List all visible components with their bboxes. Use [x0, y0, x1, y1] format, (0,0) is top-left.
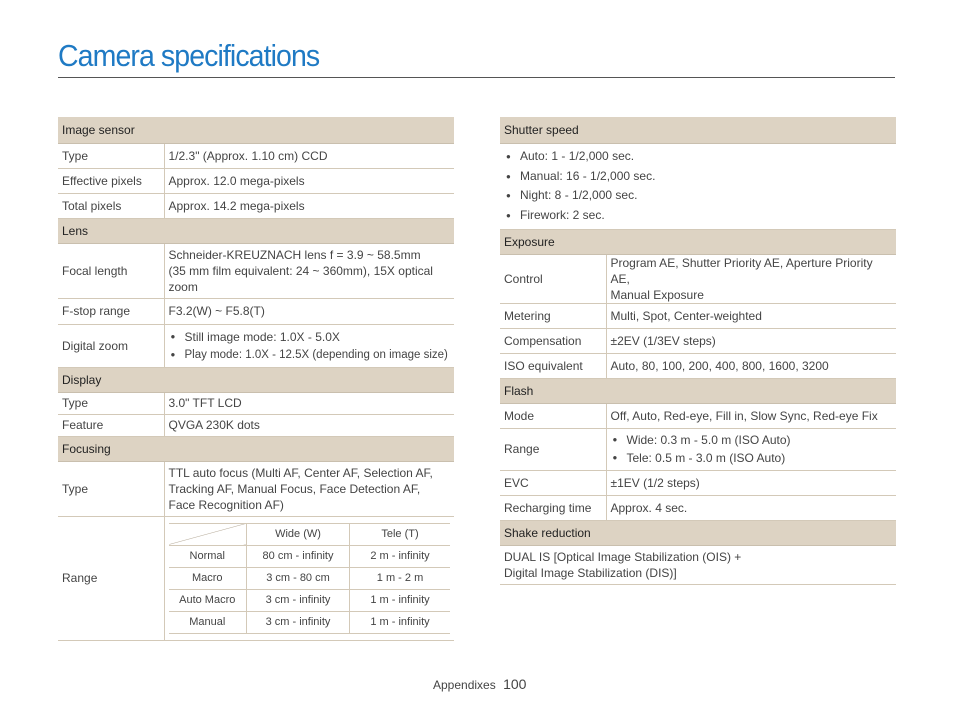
section-heading: Shutter speed	[500, 117, 896, 143]
spec-value: 1/2.3" (Approx. 1.10 cm) CCD	[164, 143, 454, 168]
section-flash	[500, 378, 896, 403]
spec-label: Type	[58, 392, 164, 414]
spec-label: Range	[500, 428, 606, 470]
bullet-item: ● Tele: 0.5 m - 3.0 m (ISO Auto)	[611, 449, 893, 467]
range-corner-cell	[169, 523, 247, 545]
page-number: 100	[503, 676, 527, 692]
range-tele: 1 m - infinity	[350, 611, 451, 633]
spec-value-line: DUAL IS [Optical Image Stabilization (OIS) +	[504, 549, 742, 564]
spec-row	[58, 168, 454, 193]
spec-value: 3.0" TFT LCD	[164, 392, 454, 414]
range-tele: 2 m - infinity	[350, 545, 451, 567]
range-wide: 3 cm - infinity	[247, 589, 350, 611]
spec-label: Effective pixels	[58, 168, 164, 193]
spec-label: Focal length	[58, 243, 164, 298]
section-heading: Lens	[58, 218, 454, 243]
spec-label: EVC	[500, 470, 606, 495]
range-header: Tele (T)	[350, 523, 451, 545]
spec-row	[58, 324, 454, 367]
spec-value: ±1EV (1/2 steps)	[606, 470, 896, 495]
range-wide: 80 cm - infinity	[247, 545, 350, 567]
spec-row	[500, 403, 896, 428]
spec-row	[58, 243, 454, 298]
spec-value-line: Manual Exposure	[610, 287, 704, 302]
range-row	[169, 545, 451, 567]
range-wide: 3 cm - infinity	[247, 611, 350, 633]
spec-label: Range	[58, 516, 164, 640]
spec-row	[500, 545, 896, 584]
spec-label: Total pixels	[58, 193, 164, 218]
spec-row	[500, 428, 896, 470]
spec-value: Approx. 12.0 mega-pixels	[164, 168, 454, 193]
spec-label: Mode	[500, 403, 606, 428]
spec-value-line: Face Recognition AF)	[168, 497, 284, 512]
spec-label: Recharging time	[500, 495, 606, 520]
range-mode: Auto Macro	[169, 589, 247, 611]
range-row	[169, 589, 451, 611]
spec-label: Control	[500, 254, 606, 303]
bullet-item: ● Manual: 16 - 1/2,000 sec.	[504, 167, 892, 187]
range-mode: Macro	[169, 567, 247, 589]
spec-row	[500, 353, 896, 378]
spec-label: ISO equivalent	[500, 353, 606, 378]
spec-row	[58, 298, 454, 324]
section-shake-reduction	[500, 520, 896, 545]
focus-range-cell	[164, 516, 454, 640]
spec-row	[500, 470, 896, 495]
range-row	[169, 611, 451, 633]
spec-value: F3.2(W) ~ F5.8(T)	[164, 298, 454, 324]
spec-value	[164, 243, 454, 298]
section-heading: Shake reduction	[500, 520, 896, 545]
bullet-item: ● Auto: 1 - 1/2,000 sec.	[504, 147, 892, 167]
spec-value: Multi, Spot, Center-weighted	[606, 303, 896, 328]
spec-value: QVGA 230K dots	[164, 414, 454, 436]
section-heading: Exposure	[500, 229, 896, 254]
shutter-bullets	[500, 143, 896, 229]
left-spec-table	[58, 117, 454, 641]
range-mode: Manual	[169, 611, 247, 633]
section-heading: Flash	[500, 378, 896, 403]
spec-value-line: Schneider-KREUZNACH lens f = 3.9 ~ 58.5mm	[168, 247, 421, 262]
right-spec-table	[500, 117, 896, 585]
bullet-item: ● Play mode: 1.0X - 12.5X (depending on image size)	[169, 346, 451, 364]
spec-value: Approx. 14.2 mega-pixels	[164, 193, 454, 218]
section-exposure	[500, 229, 896, 254]
range-header: Wide (W)	[247, 523, 350, 545]
spec-value: Approx. 4 sec.	[606, 495, 896, 520]
spec-row	[58, 392, 454, 414]
spec-label: Type	[58, 461, 164, 516]
section-lens	[58, 218, 454, 243]
spec-value	[500, 545, 896, 584]
section-shutter-speed	[500, 117, 896, 143]
spec-value-line: Tracking AF, Manual Focus, Face Detection AF,	[168, 481, 421, 496]
spec-value-bullets	[164, 324, 454, 367]
spec-row	[500, 495, 896, 520]
spec-row	[58, 461, 454, 516]
spec-label: Feature	[58, 414, 164, 436]
range-header-row	[169, 523, 451, 545]
bullet-item: ● Wide: 0.3 m - 5.0 m (ISO Auto)	[611, 431, 893, 449]
section-heading: Display	[58, 367, 454, 392]
spec-value-line: TTL auto focus (Multi AF, Center AF, Selection AF,	[168, 465, 433, 480]
spec-label: Digital zoom	[58, 324, 164, 367]
section-focusing	[58, 436, 454, 461]
range-row	[169, 567, 451, 589]
spec-row	[58, 193, 454, 218]
range-tele: 1 m - infinity	[350, 589, 451, 611]
spec-row	[58, 143, 454, 168]
section-heading: Focusing	[58, 436, 454, 461]
range-tele: 1 m - 2 m	[350, 567, 451, 589]
spec-row	[500, 143, 896, 229]
page-footer	[433, 676, 526, 692]
bullet-item: ● Still image mode: 1.0X - 5.0X	[169, 328, 451, 346]
spec-value: Auto, 80, 100, 200, 400, 800, 1600, 3200	[606, 353, 896, 378]
spec-value: Off, Auto, Red-eye, Fill in, Slow Sync, Red-eye Fix	[606, 403, 896, 428]
spec-value-line: Program AE, Shutter Priority AE, Aperture Priority AE,	[610, 255, 873, 286]
bullet-item: ● Night: 8 - 1/2,000 sec.	[504, 186, 892, 206]
spec-label: Metering	[500, 303, 606, 328]
spec-value-line: zoom	[168, 279, 198, 294]
range-wide: 3 cm - 80 cm	[247, 567, 350, 589]
spec-label: F-stop range	[58, 298, 164, 324]
spec-value-line: Digital Image Stabilization (DIS)]	[504, 565, 677, 580]
footer-section-label: Appendixes	[433, 678, 496, 692]
spec-row	[58, 516, 454, 640]
spec-value-line: (35 mm film equivalent: 24 ~ 360mm), 15X optical	[168, 263, 433, 278]
focus-range-table	[169, 523, 451, 634]
title-rule	[58, 77, 895, 78]
section-heading: Image sensor	[58, 117, 454, 143]
spec-label: Type	[58, 143, 164, 168]
bullet-item: ● Firework: 2 sec.	[504, 206, 892, 226]
spec-value	[164, 461, 454, 516]
spec-row	[500, 254, 896, 303]
spec-value: ±2EV (1/3EV steps)	[606, 328, 896, 353]
spec-row	[500, 303, 896, 328]
section-display	[58, 367, 454, 392]
spec-value-bullets	[606, 428, 896, 470]
spec-value	[606, 254, 896, 303]
spec-row	[500, 328, 896, 353]
section-image-sensor	[58, 117, 454, 143]
spec-row	[58, 414, 454, 436]
spec-label: Compensation	[500, 328, 606, 353]
page-title: Camera specifications	[58, 38, 320, 73]
range-mode: Normal	[169, 545, 247, 567]
